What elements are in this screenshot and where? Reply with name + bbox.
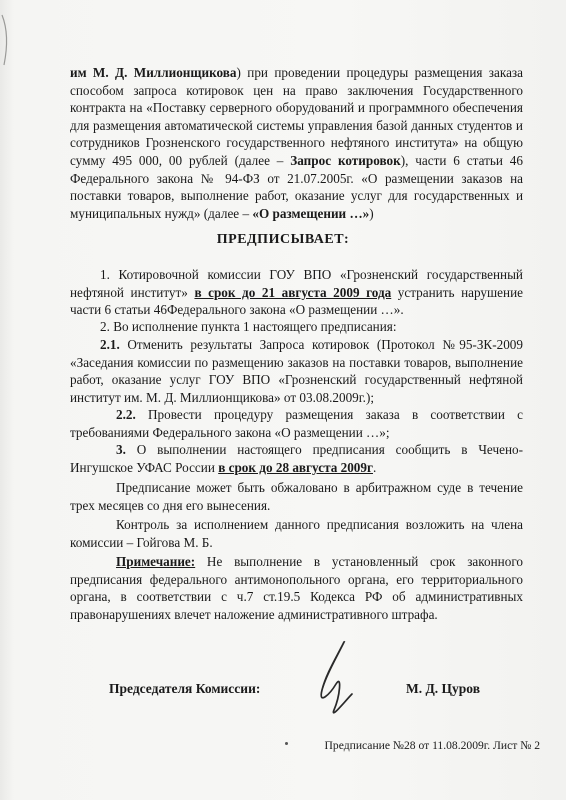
item-3-text-b: . (372, 459, 377, 475)
control-paragraph (70, 516, 523, 551)
scan-dot (285, 742, 288, 745)
appeal-paragraph (70, 479, 523, 514)
note-text: Не выполнение в установленный срок законного предписания федерального антимонопольного органа, его территориального органа, в соответствии с ч.7 ст.19.5 Кодекса РФ об административных правонарушениях влечет наложение административного штрафа. (70, 554, 523, 622)
item-2-2-number: 2.2. (116, 407, 136, 422)
institute-name: им М. Д. Миллионщикова (70, 65, 237, 80)
intro-text-2: ), части 6 статьи 46 Федерального закона № 94-ФЗ от 21.07.2005г. «О размещении заказов на поставки товаров, выполнение работ, оказание услуг для государственных и муниципальных нужд» (далее – (70, 152, 523, 221)
signatory-name: М. Д. Цуров (406, 681, 480, 696)
handwritten-signature (300, 638, 370, 738)
scan-edge-mark (0, 10, 20, 70)
item-2 (70, 318, 523, 336)
signatory-title: Председателя Комиссии: (109, 681, 261, 696)
term-zapros-kotirovok: Запрос котировок (290, 152, 401, 168)
item-2-2 (70, 406, 523, 441)
item-2-1-text: Отменить результаты Запроса котировок (Протокол №95-ЗК-2009 «Заседания комиссии по размещению заказов на поставки товаров, выполнение работ, оказание услуг ГОУ ВПО «Грозненский государственный нефтяной институт им. М. Д. Миллионщикова» от 03.08.2009г.); (70, 337, 523, 405)
intro-paragraph (70, 64, 523, 222)
item-1-deadline: в срок до 21 августа 2009 года (194, 284, 392, 300)
section-heading: ПРЕДПИСЫВАЕТ: (216, 232, 350, 247)
intro-text-1: ) при проведении процедуры размещения заказа способом запроса котировок цен на право заключения Государственного контракта на «Поставку серверного оборудований и программного обеспечения для размещения автоматической системы управления базой данных студентов и сотрудников Грозненского государственного нефтяного института» на общую сумму 495 000, 00 рублей (далее – (70, 65, 523, 168)
term-o-razmeshenii: «О размещении …» (252, 205, 370, 221)
item-3-deadline: в срок до 28 августа 2009г (218, 459, 373, 475)
control-text: Контроль за исполнением данного предписания возложить на члена комиссии – Гойгова М. Б. (70, 517, 523, 550)
note-label: Примечание: (116, 554, 196, 569)
item-3 (70, 441, 523, 476)
item-1-text-a: Котировочной комиссии ГОУ ВПО «Грозненский государственный нефтяной институт» (70, 267, 523, 300)
item-2-2-text: Провести процедуру размещения заказа в соответствии с требованиями Федерального закона «О размещении …»; (70, 407, 523, 440)
item-1-number: 1. (100, 267, 110, 282)
intro-text-3: ) (369, 205, 374, 221)
item-2-text: 2. Во исполнение пункта 1 настоящего предписания: (100, 319, 397, 334)
item-1-text-b: устранить нарушение части 6 статьи 46Федерального закона «О размещении …». (70, 284, 523, 318)
appeal-text: Предписание может быть обжаловано в арбитражном суде в течение трех месяцев со дня его вынесения. (70, 480, 523, 513)
page-footer: Предписание №28 от 11.08.2009г. Лист № 2 (324, 739, 540, 752)
note-paragraph (70, 553, 523, 623)
item-2-1-number: 2.1. (100, 337, 120, 352)
item-1 (70, 266, 523, 319)
item-2-1 (70, 336, 523, 406)
item-3-text-a: О выполнении настоящего предписания сообщить в Чечено-Ингушское УФАС России (70, 442, 523, 475)
item-3-number: 3. (116, 442, 126, 457)
